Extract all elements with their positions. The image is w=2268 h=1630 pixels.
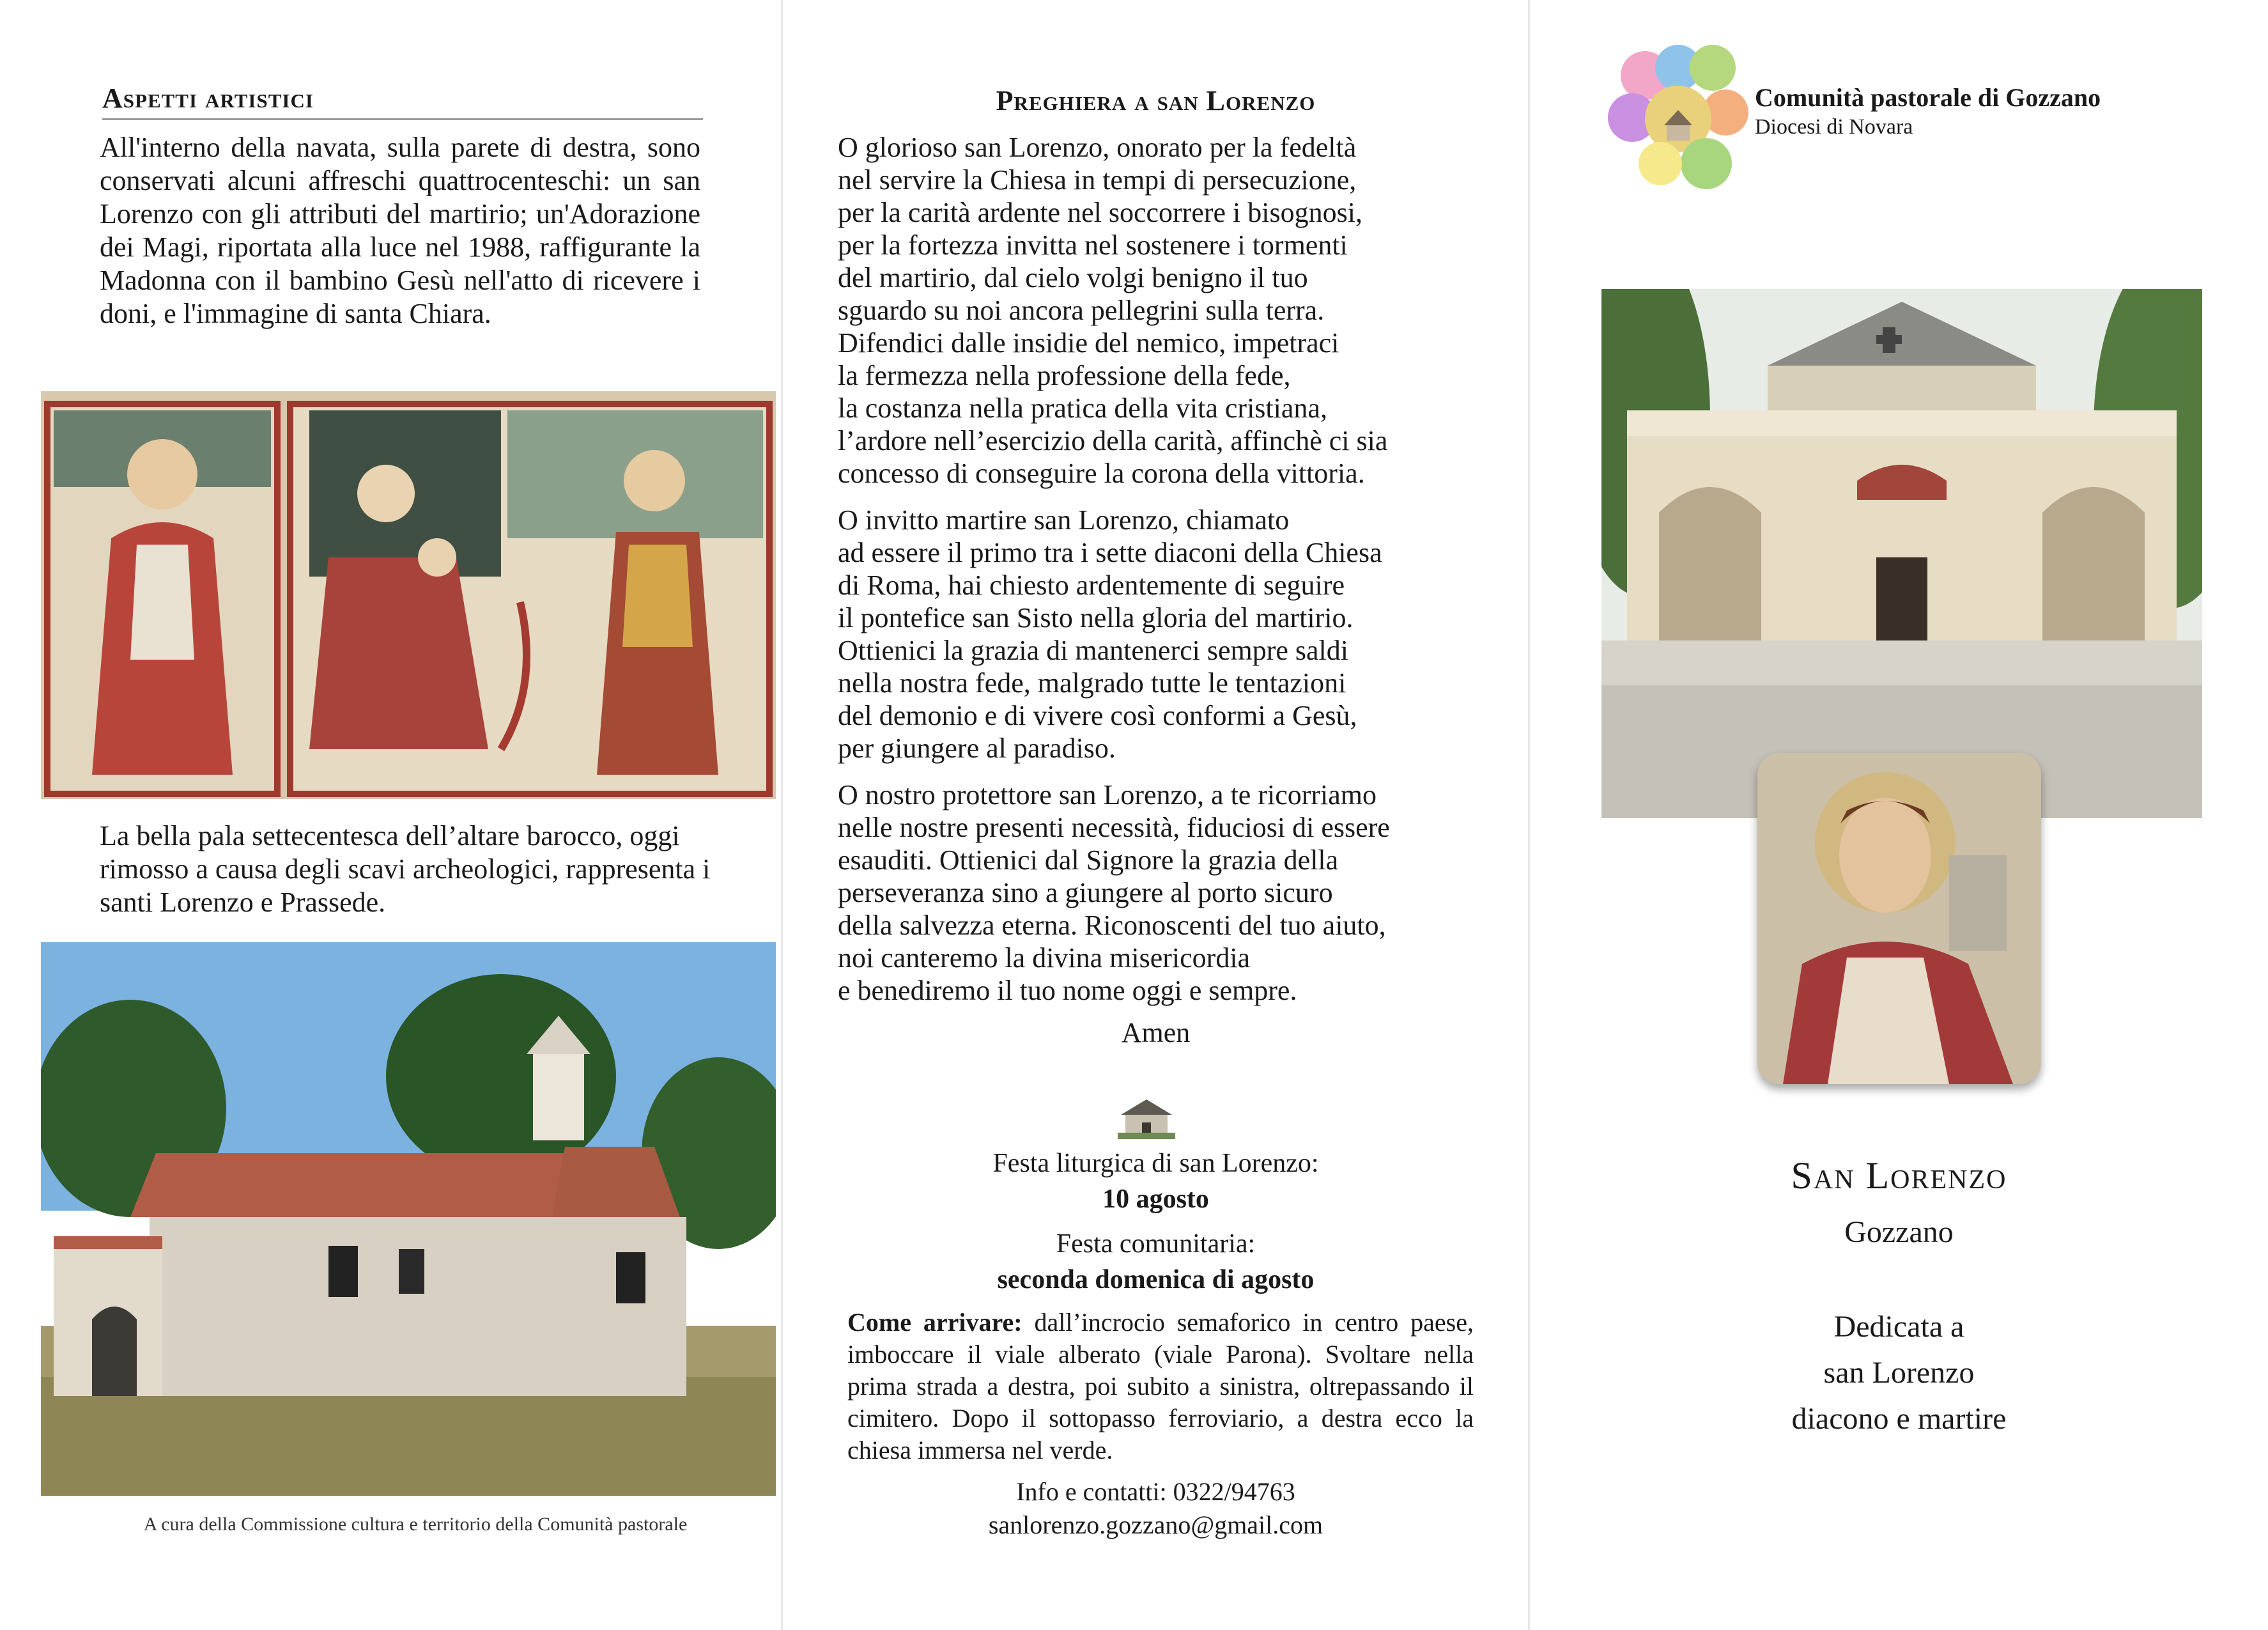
fold-line-1 [781, 0, 783, 1630]
dedication-line: san Lorenzo [1823, 1356, 1975, 1390]
directions-text: dall’incrocio semaforico in centro paese, imboccare il viale alberato (viale Parona). Svoltare nella prima strada a destra, poi subito a sinistra, oltrepassando il cimitero. Dopo il sottopasso ferroviario, a destra ecco la chiesa immersa nel verde. [847, 1308, 1474, 1464]
church-photo-side [41, 942, 776, 1496]
community-logo [1607, 42, 1754, 199]
feast-liturgical-date: 10 agosto [1102, 1184, 1209, 1214]
feast-community-label: Festa comunitaria: [1056, 1229, 1256, 1259]
feast-community-date: seconda domenica di agosto [997, 1265, 1315, 1294]
organization [1755, 83, 2266, 142]
church-icon [1118, 1097, 1175, 1139]
feast-liturgical-label: Festa liturgica di san Lorenzo: [992, 1149, 1319, 1178]
left-panel [0, 0, 781, 1630]
prayer-paragraph: O invitto martire san Lorenzo, chiamato ad essere il primo tra i sette diaconi della Chiesa di Roma, hai chiesto ardentemente di seguire il pontefice san Sisto nella gloria del martirio. Ottienici la grazia di mantenerci sempre saldi nella nostra fede, malgrado tutte le tentazioni del demonio e di vivere così conformi a Gesù, per giungere al paradiso. [838, 504, 1382, 764]
dedication-line: Dedicata a [1833, 1310, 1964, 1344]
middle-panel [783, 0, 1528, 1630]
directions [847, 1307, 1474, 1466]
prayer-paragraph: O nostro protettore san Lorenzo, a te ricorriamo nelle nostre presenti necessità, fiduciosi di essere esauditi. Ottienici dal Signore la grazia della perseveranza sino a giungere al porto sicuro della salvezza eterna. Riconoscenti del tuo aiuto, noi canteremo la divina misericordia e benediremo il tuo nome oggi e sempre. [838, 779, 1390, 1006]
amen: Amen [1121, 1017, 1191, 1048]
contacts [783, 1475, 1528, 1542]
altarpiece-text: La bella pala settecentesca dell’altare barocco, oggi rimosso a causa degli scavi archeologici, rappresenta i santi Lorenzo e Prassede. [100, 820, 711, 918]
info-phone: Info e contatti: 0322/94763 [1016, 1477, 1295, 1506]
contact-email: sanlorenzo.gozzano@gmail.com [988, 1510, 1323, 1539]
artistic-text: All'interno della navata, sulla parete di destra, sono conservati alcuni affreschi quattrocenteschi: un san Lorenzo con gli attributi del martirio; un'Adorazione dei Magi, riportata alla luce nel 1988, raffigurante la Madonna con il bambino Gesù nell'atto di ricevere i doni, e l'immagine di santa Chiara. [100, 132, 700, 329]
church-location: Gozzano [1844, 1215, 1954, 1249]
section-title-prayer: Preghiera a san Lorenzo [996, 85, 1316, 116]
prayer-text [838, 131, 1483, 1021]
feast-info [783, 1145, 1528, 1298]
org-name: Comunità pastorale di Gozzano [1755, 83, 2101, 112]
dedication-line: diacono e martire [1791, 1402, 2007, 1436]
dedication [1530, 1304, 2268, 1442]
saint-fresco-image [1757, 753, 2041, 1084]
church-photo-front [1601, 289, 2202, 818]
section-title-artistic: Aspetti artistici [102, 82, 703, 120]
directions-label: Come arrivare: [847, 1308, 1022, 1337]
diocese: Diocesi di Novara [1755, 115, 1913, 139]
credit-line: A cura della Commissione cultura e territorio della Comunità pastorale [143, 1514, 688, 1535]
right-panel [1530, 0, 2268, 1630]
church-title: San Lorenzo [1791, 1154, 2007, 1197]
prayer-paragraph: O glorioso san Lorenzo, onorato per la fedeltà nel servire la Chiesa in tempi di persecuzione, per la carità ardente nel soccorrere i bisognosi, per la fortezza invitta nel sostenere i tormenti del martirio, dal cielo volgi benigno il tuo sguardo su noi ancora pellegrini sulla terra. Difendici dalle insidie del nemico, impetraci la fermezza nella professione della fede, la costanza nella pratica della vita cristiana, l’ardore nell’esercizio della carità, affinchè ci sia concesso di conseguire la corona della vittoria. [838, 132, 1388, 489]
fresco-image [41, 391, 776, 799]
